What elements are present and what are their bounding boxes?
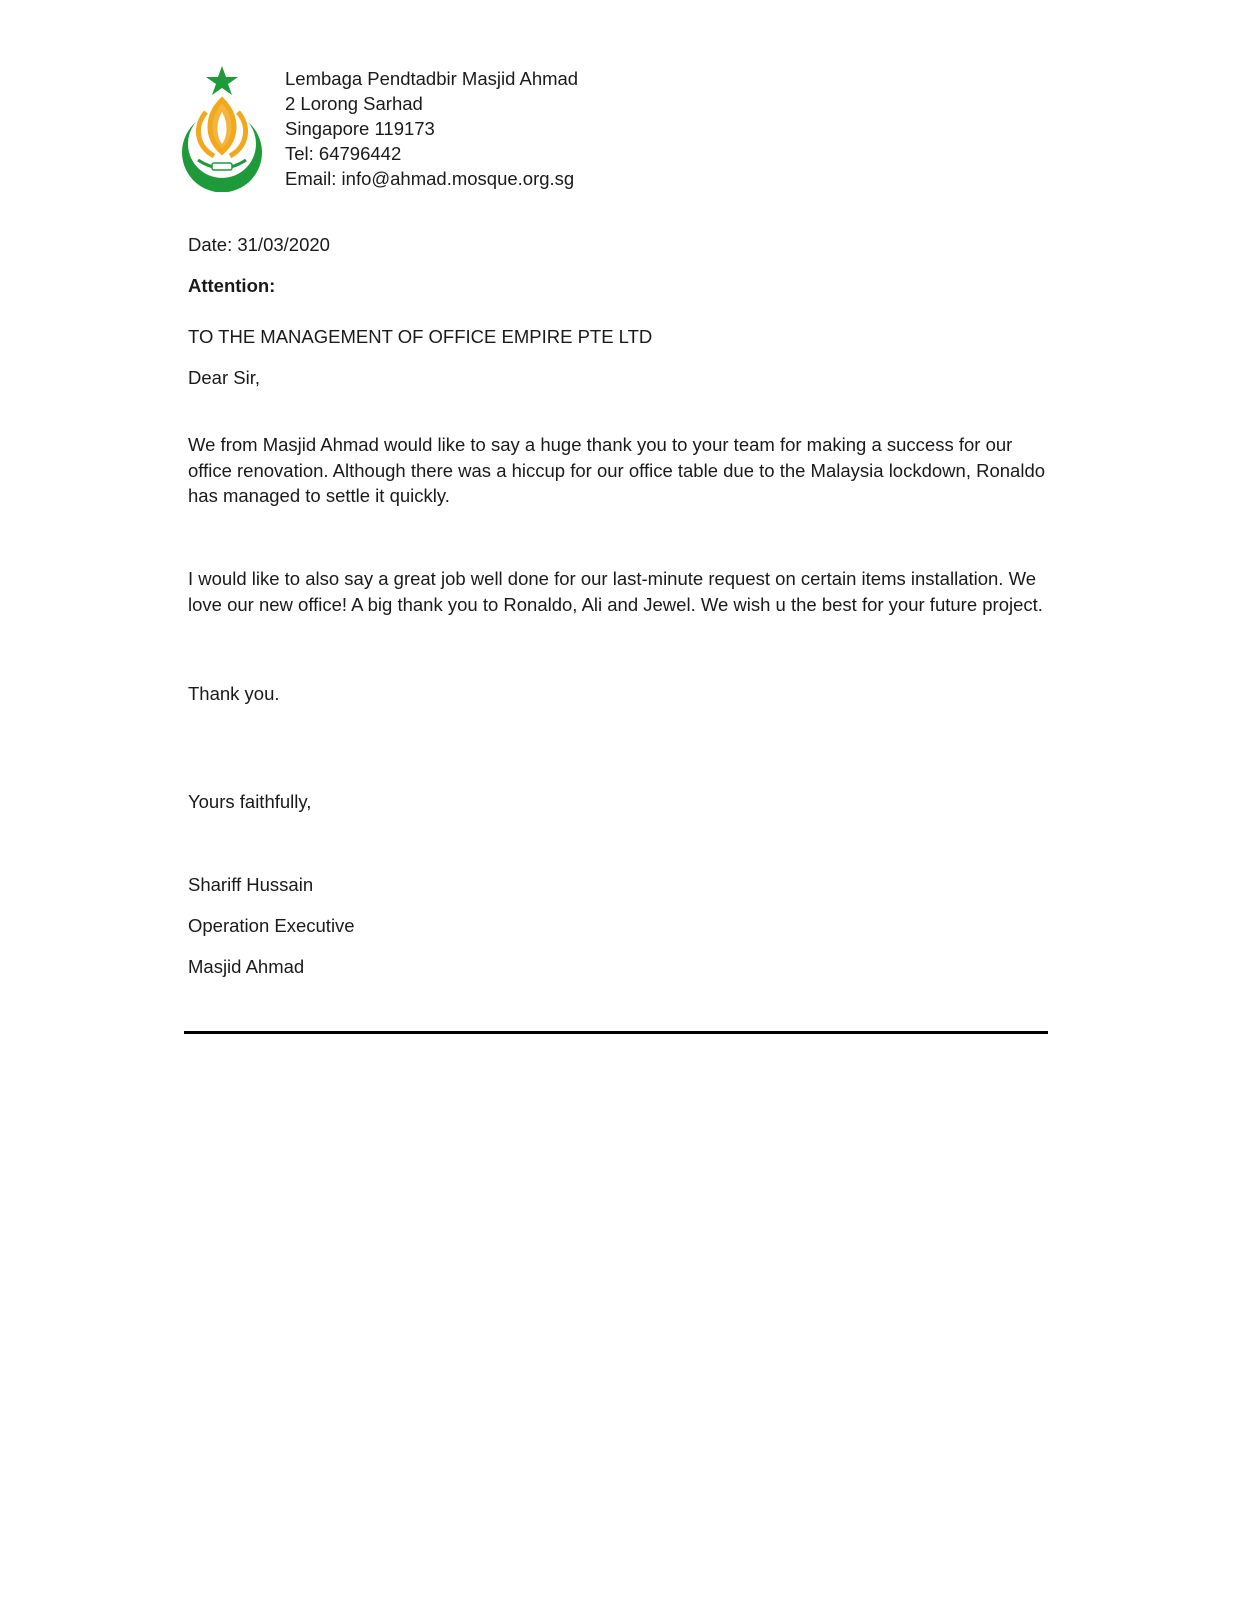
street-address: 2 Lorong Sarhad bbox=[285, 93, 423, 114]
closing-line: Yours faithfully, bbox=[188, 791, 312, 812]
star-icon bbox=[206, 66, 238, 95]
salutation: Dear Sir, bbox=[188, 367, 260, 388]
letter-date: Date: 31/03/2020 bbox=[188, 234, 330, 255]
letterhead-address bbox=[285, 66, 578, 191]
mosque-logo-icon bbox=[176, 64, 268, 192]
body-paragraph-1: We from Masjid Ahmad would like to say a huge thank you to your team for making a success for our office renovation. Although there was a hiccup for our office table due to the Malaysia lockdown, Ronaldo has managed to settle it quickly. bbox=[188, 434, 1046, 506]
body-paragraph-2: I would like to also say a great job well done for our last-minute request on certain items installation. We love our new office! A big thank you to Ronaldo, Ali and Jewel. We wish u the best for your future project. bbox=[188, 568, 1043, 615]
signer-name: Shariff Hussain bbox=[188, 874, 314, 895]
telephone: Tel: 64796442 bbox=[285, 143, 402, 164]
email-address: Email: info@ahmad.mosque.org.sg bbox=[285, 168, 575, 189]
city-postcode: Singapore 119173 bbox=[285, 118, 435, 139]
thank-you-line: Thank you. bbox=[188, 683, 280, 704]
attention-label: Attention: bbox=[188, 275, 276, 296]
recipient-line: TO THE MANAGEMENT OF OFFICE EMPIRE PTE LTD bbox=[188, 326, 653, 347]
org-name: Lembaga Pendtadbir Masjid Ahmad bbox=[285, 68, 579, 89]
signer-title: Operation Executive bbox=[188, 915, 355, 936]
signer-organization: Masjid Ahmad bbox=[188, 956, 305, 977]
footer-divider bbox=[184, 1031, 1048, 1034]
